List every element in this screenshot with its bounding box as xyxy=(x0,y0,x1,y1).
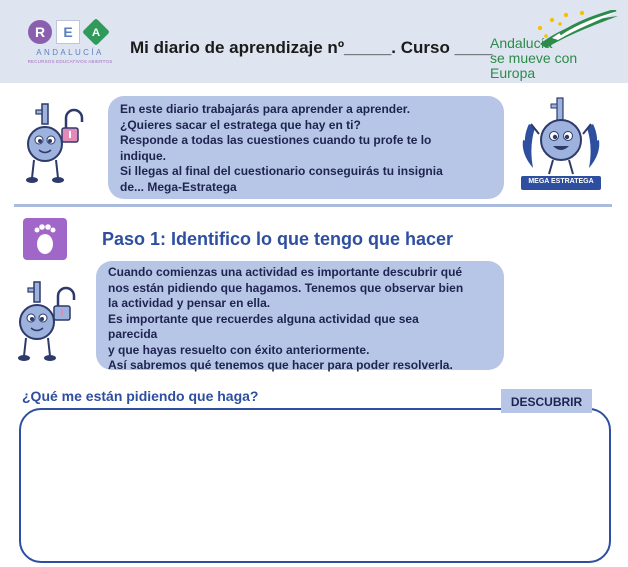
step-line: Es importante que recuerdes alguna actividad que sea xyxy=(108,311,419,326)
step-line: la actividad y pensar en ella. xyxy=(108,296,271,310)
intro-line: indique. xyxy=(120,148,166,163)
question-label: ¿Qué me están pidiendo que haga? xyxy=(22,388,259,404)
answer-textarea[interactable] xyxy=(19,408,611,563)
intro-line: ¿Quieres sacar el estratega que hay en ti? xyxy=(120,117,361,132)
footprint-icon xyxy=(32,223,58,255)
step-icon-box xyxy=(23,218,67,260)
andalucia-europa-logo xyxy=(480,10,620,81)
step-line: parecida xyxy=(108,327,158,341)
intro-line: Si llegas al final del cuestionario conseguirás tu insignia xyxy=(120,164,443,178)
logo-letter-e: E xyxy=(56,20,80,44)
logo-letter-r: R xyxy=(28,20,52,44)
key-mascot-icon xyxy=(22,100,94,190)
rea-andalucia-logo xyxy=(22,20,118,72)
logo-letter-a-tile xyxy=(82,18,110,46)
step-line: Cuando comienzas una actividad es importante descubrir qué xyxy=(108,265,463,279)
step-line: Así sabremos qué tenemos que hacer para poder resolverla. xyxy=(108,358,453,372)
step-line: nos están pidiendo que hagamos. Tenemos que observar bien xyxy=(108,280,464,295)
intro-bubble xyxy=(108,96,504,199)
intro-line: Responde a todas las cuestiones cuando tu profe te lo xyxy=(120,133,432,147)
section-divider xyxy=(14,204,612,207)
andalucia-line1: Andalucía xyxy=(490,35,553,51)
badge-label: MEGA ESTRATEGA xyxy=(528,178,594,185)
step-bubble xyxy=(96,261,504,370)
page-title: Mi diario de aprendizaje nº_____. Curso ____ xyxy=(130,38,493,57)
header xyxy=(0,0,628,83)
logo-subtitle: ANDALUCÍA xyxy=(36,48,104,57)
logo-tagline: RECURSOS EDUCATIVOS ABIERTOS xyxy=(27,59,113,64)
andalucia-line2: se mueve con Europa xyxy=(490,50,578,81)
intro-line: En este diario trabajarás para aprender a aprender. xyxy=(120,102,411,116)
logo-letter-a: A xyxy=(91,25,101,39)
descubrir-tag: DESCUBRIR xyxy=(501,389,592,413)
andalucia-text xyxy=(490,36,620,81)
step-line: y que hayas resuelto con éxito anteriormente. xyxy=(108,342,370,357)
step-title: Paso 1: Identifico lo que tengo que hacer xyxy=(102,229,454,249)
intro-line: de... Mega-Estratega xyxy=(120,179,237,194)
key-mascot-icon xyxy=(14,278,86,368)
